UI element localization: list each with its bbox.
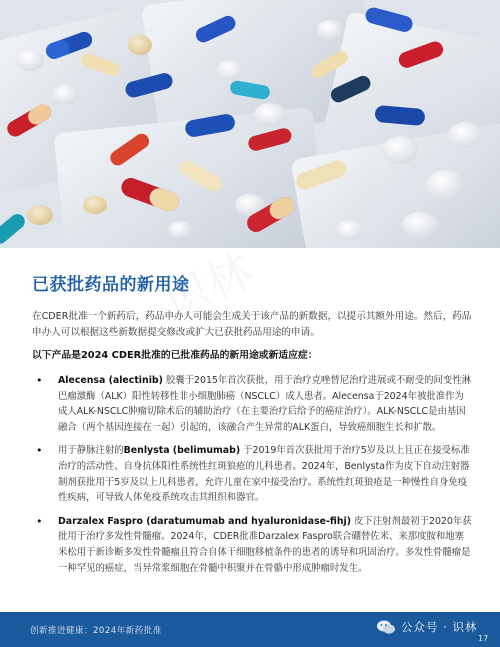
list-subhead: 以下产品是2024 CDER批准的已批准药品的新用途或新适应症： <box>32 350 318 361</box>
page-number: 17 <box>478 634 489 643</box>
bullet: • <box>36 444 43 458</box>
bullet: • <box>36 374 43 387</box>
approval-list <box>32 373 472 576</box>
drug-description: 于2019年首次获批用于治疗5岁及以上且正在接受标准治疗的活动性、自身抗体阳性系统性红斑狼疮的儿科患者。2024年，Benlysta作为皮下自动注射器制剂获批用于5岁及以上儿科患者，允许儿童在家中接受治疗。系统性红斑狼疮是一种慢性自身免疫性疾病，可导致人体免疫系统攻击其组织和器官。 <box>58 445 470 504</box>
wechat-icon <box>376 619 396 635</box>
drug-description: 胶囊于2015年首次获批，用于治疗克唑替尼治疗进展或不耐受的间变性淋巴瘤激酶（ALK）阳性转移性非小细胞肺癌（NSCLC）成人患者。Alecensa于2024年被批准作为成人ALK-NSCLC肿瘤切除术后的辅助治疗（在主要治疗后给予的癌症治疗）。ALK-NSCLC是由基因融合（两个基因连接在一起）引起的，该融合产生异常的ALK蛋白，导致癌细胞生长和扩散。 <box>58 375 471 433</box>
hero-image-pills <box>0 0 500 248</box>
main-content <box>32 270 472 584</box>
drug-name: Alecensa (alectinib) <box>58 375 163 386</box>
list-item-alecensa <box>32 373 472 435</box>
drug-description: 皮下注射剂最初于2020年获批用于治疗多发性骨髓瘤。2024年，CDER批准Darzalex Faspro联合硼替佐米、来那度胺和地塞米松用于新诊断多发性骨髓瘤且符合自体干细胞移植条件的患者的诱导和巩固治疗。多发性骨髓瘤是一种罕见的癌症，当异常浆细胞在骨髓中积聚并在骨骼中形成肿瘤时发生。 <box>58 515 472 574</box>
list-item-darzalex <box>32 514 472 576</box>
wechat-account-name: 公众号 · 识林 <box>401 620 478 634</box>
watermark: 识林 <box>154 241 261 330</box>
page-footer <box>0 612 500 647</box>
list-item-benlysta <box>32 443 472 505</box>
drug-lead: 用于静脉注射的 <box>58 445 124 457</box>
bullet: • <box>36 514 43 528</box>
drug-name: Benlysta (belimumab) <box>123 445 241 457</box>
intro-paragraph: 在CDER批准一个新药后，药品申办人可能会生成关于该产品的新数据，以提示其额外用途。然后，药品申办人可以根据这些新数据提交修改或扩大已获批药品用途的申请。 <box>32 311 472 338</box>
drug-name: Darzalex Faspro (daratumumab and hyaluronidase-fihj) <box>58 515 352 527</box>
footer-text: 创新推进健康：2024年新药批准 <box>30 626 162 636</box>
section-title: 已获批药品的新用途 <box>32 275 190 295</box>
wechat-badge <box>376 619 477 635</box>
